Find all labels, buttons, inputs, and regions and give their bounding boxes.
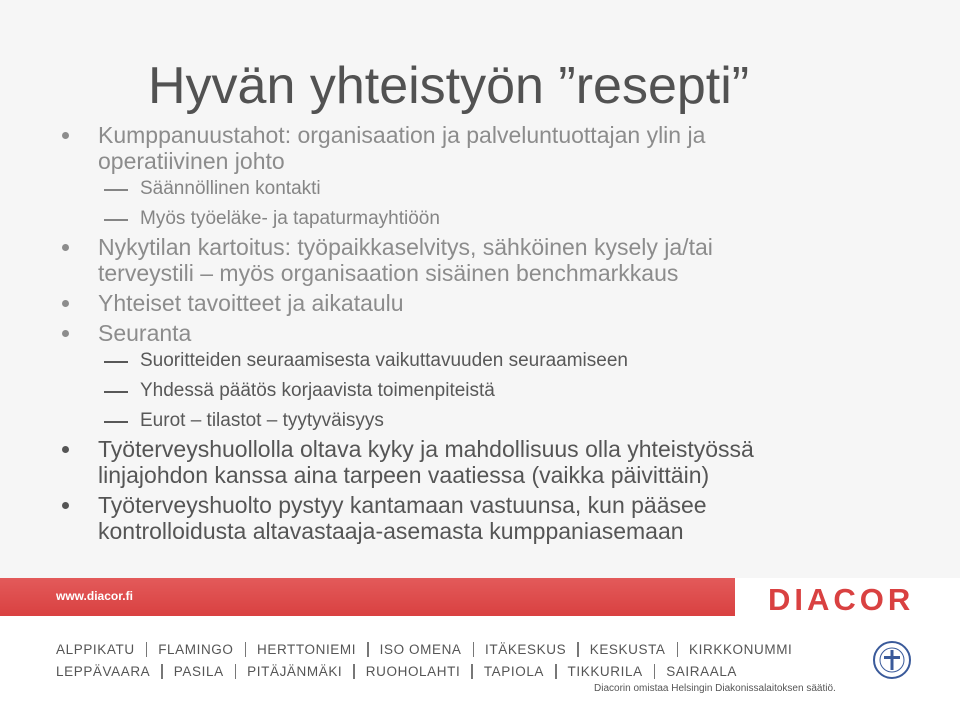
bullet-text: Seuranta [98, 320, 192, 346]
locations-row-2 [56, 660, 856, 682]
bullet-text: terveystili – myös organisaation sisäinen benchmarkkaus [98, 260, 679, 286]
locations-list [56, 638, 856, 682]
locations-row-1 [56, 638, 856, 660]
location-item: RUOHOLAHTI [365, 663, 461, 679]
sub-bullet-text: Yhdessä päätös korjaavista toimenpiteistä [140, 380, 495, 401]
diacor-logo: DIACOR [768, 582, 915, 617]
separator [161, 664, 163, 679]
location-item: KIRKKONUMMI [689, 641, 793, 657]
bullet-icon [62, 446, 69, 453]
bullet-text: Kumppanuustahot: organisaation ja palveluntuottajan ylin ja [98, 122, 706, 148]
bullet-icon [62, 132, 69, 139]
separator [555, 664, 557, 679]
bullet-text: operatiivinen johto [98, 148, 285, 174]
separator [677, 642, 679, 657]
location-item: LEPPÄVAARA [56, 663, 151, 679]
location-item: ISO OMENA [379, 641, 462, 657]
bullet-text: Työterveyshuolto pystyy kantamaan vastuunsa, kun pääsee [98, 492, 707, 518]
location-item: TAPIOLA [483, 663, 545, 679]
separator [235, 664, 237, 679]
sub-bullet-item [0, 204, 960, 234]
sub-bullet-item [0, 346, 960, 376]
separator [577, 642, 579, 657]
location-item: SAIRAALA [666, 663, 738, 679]
separator [473, 642, 475, 657]
location-item: PITÄJÄNMÄKI [247, 663, 343, 679]
bullet-item [0, 234, 960, 286]
bullet-icon [62, 330, 69, 337]
separator [146, 642, 148, 657]
sub-bullet-item [0, 174, 960, 204]
bullet-item [0, 436, 960, 488]
sub-bullet-item [0, 376, 960, 406]
dash-icon [104, 219, 128, 221]
bullet-text: linjajohdon kanssa aina tarpeen vaatiessa (vaikka päivittäin) [98, 462, 710, 488]
dash-icon [104, 391, 128, 393]
separator [654, 664, 656, 679]
location-item: HERTTONIEMI [257, 641, 357, 657]
sub-bullet-text: Säännöllinen kontakti [140, 178, 321, 199]
location-item: PASILA [173, 663, 224, 679]
bullet-item [0, 492, 960, 544]
website-link[interactable]: www.diacor.fi [56, 589, 133, 603]
dash-icon [104, 361, 128, 363]
bullet-text: Nykytilan kartoitus: työpaikkaselvitys, sähköinen kysely ja/tai [98, 234, 713, 260]
bullet-item [0, 290, 960, 316]
separator [245, 642, 247, 657]
footer-red-bar [0, 578, 735, 616]
separator [353, 664, 355, 679]
location-item: KESKUSTA [589, 641, 666, 657]
sub-bullet-text: Eurot – tilastot – tyytyväisyys [140, 410, 384, 431]
foundation-seal-icon [872, 640, 912, 680]
bullet-icon [62, 502, 69, 509]
sub-bullet-text: Myös työeläke- ja tapaturmayhtiöön [140, 208, 440, 229]
separator [471, 664, 473, 679]
bullet-item [0, 320, 960, 346]
slide-title: Hyvän yhteistyön ”resepti” [148, 57, 750, 115]
bullet-item [0, 122, 960, 174]
bullet-icon [62, 300, 69, 307]
ownership-note: Diacorin omistaa Helsingin Diakonissalaitoksen säätiö. [594, 683, 836, 694]
bullet-list [0, 122, 960, 544]
location-item: FLAMINGO [158, 641, 234, 657]
bullet-text: kontrolloidusta altavastaaja-asemasta kumppaniasemaan [98, 518, 684, 544]
bullet-text: Yhteiset tavoitteet ja aikataulu [98, 290, 404, 316]
sub-bullet-text: Suoritteiden seuraamisesta vaikuttavuuden seuraamiseen [140, 350, 628, 371]
sub-bullet-item [0, 406, 960, 436]
bullet-text: Työterveyshuollolla oltava kyky ja mahdollisuus olla yhteistyössä [98, 436, 754, 462]
footer [0, 578, 960, 718]
dash-icon [104, 421, 128, 423]
bullet-icon [62, 244, 69, 251]
location-item: TIKKURILA [567, 663, 643, 679]
separator [367, 642, 369, 657]
dash-icon [104, 189, 128, 191]
location-item: ALPPIKATU [56, 641, 135, 657]
location-item: ITÄKESKUS [485, 641, 567, 657]
